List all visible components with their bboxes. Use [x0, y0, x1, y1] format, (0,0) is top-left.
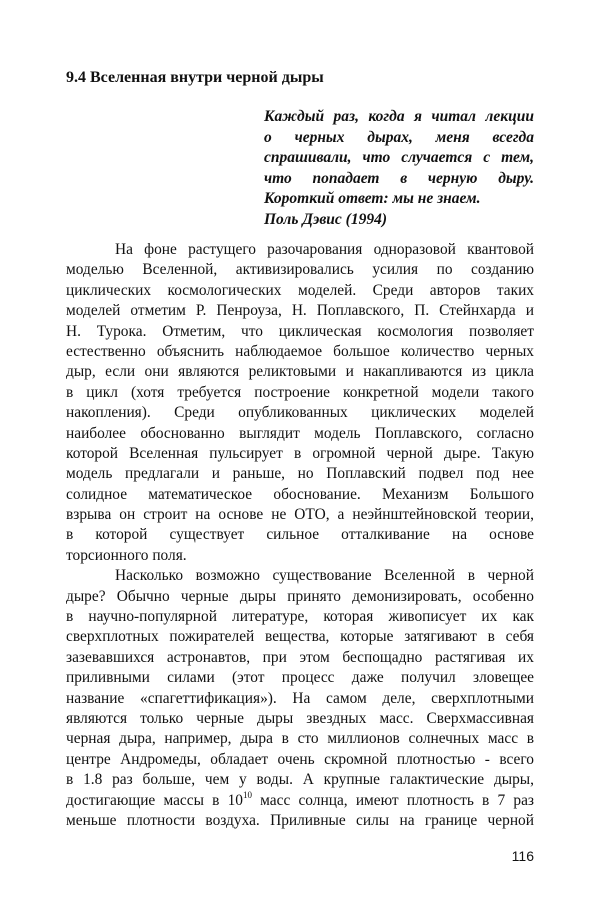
paragraph-1-line: наиболее обоснованно выглядит модель Поплавского, согласно: [66, 424, 534, 442]
exponent-trailing-text: масс солнца, имеют плотность в 7 раз: [251, 791, 535, 809]
paragraph-1-line: накопления). Среди опубликованных циклических моделей: [66, 404, 534, 422]
body-text: [66, 240, 534, 831]
paragraph-2-line: в научно-популярной литературе, которая живописует их как: [66, 608, 534, 626]
paragraph-1-line: торсионного поля.: [66, 546, 187, 564]
paragraph-1-line: в цикл (хотя требуется построение конкретной модели такого: [66, 383, 534, 401]
paragraph-1-line: Н. Турока. Отметим, что циклическая космология позволяет: [66, 322, 534, 340]
paragraph-1-line: моделью Вселенной, активизировались усилия по созданию: [66, 261, 534, 279]
paragraph-1-line: На фоне растущего разочарования одноразовой квантовой: [115, 241, 534, 258]
epigraph-line: Каждый раз, когда я читал лекции: [264, 108, 534, 125]
section-heading: 9.4 Вселенная внутри черной дыры: [66, 69, 324, 86]
book-page: [66, 0, 534, 900]
paragraph-1-line: которой Вселенная пульсирует в огромной черной дыре. Такую: [66, 444, 534, 462]
paragraph-2-line: приливными силами (этот процесс даже получил зловещее: [66, 669, 534, 687]
paragraph-2-line: Насколько возможно существование Вселенной в черной: [115, 567, 534, 585]
paragraph-2-line: меньше плотности воздуха. Приливные силы на границе черной: [66, 811, 534, 829]
epigraph-line: что попадает в черную дыру.: [264, 169, 534, 187]
epigraph-line: спрашивали, что случается с тем,: [264, 149, 534, 166]
paragraph-1-line: модель предлагали и раньше, но Поплавский подвел под нее: [66, 465, 534, 483]
paragraph-2-line: центре Андромеды, обладает очень скромной плотностью - всего: [66, 750, 534, 768]
exponent-base-text: достигающие массы в 10: [66, 791, 243, 809]
paragraph-1-line: циклических космологических моделей. Среди авторов таких: [66, 281, 534, 299]
epigraph-line: о черных дырах, меня всегда: [264, 128, 534, 146]
paragraph-1-line: дыр, если они являются реликтовыми и накапливаются из цикла: [66, 363, 534, 381]
paragraph-1-line: солидное математическое обоснование. Механизм Большого: [66, 485, 534, 503]
epigraph: [264, 107, 534, 230]
paragraph-2-line: название «спагеттификация»). На самом деле, сверхплотными: [66, 689, 534, 707]
epigraph-line: Короткий ответ: мы не знаем.: [264, 190, 481, 207]
paragraph-1-line: моделей отметим Р. Пенроуза, Н. Поплавского, П. Стейнхарда и: [66, 302, 534, 320]
paragraph-2-line: черная дыра, например, дыра в сто миллионов солнечных масс в: [66, 730, 534, 748]
exponent: 10: [242, 789, 252, 800]
paragraph-1-line: естественно объяснить наблюдаемое большое количество черных: [66, 342, 534, 360]
paragraph-1-line: в которой существует сильное отталкивание на основе: [66, 526, 534, 544]
page-number: 116: [511, 848, 534, 864]
paragraph-2-line: зазевавшихся астронавтов, при этом беспощадно растягивая их: [66, 648, 534, 666]
paragraph-2-line: сверхплотных пожирателей вещества, которые затягивают в себя: [66, 628, 534, 646]
paragraph-2-line-with-exponent: [66, 791, 534, 811]
paragraph-2-line: являются только черные дыры звездных масс. Сверхмассивная: [66, 709, 534, 727]
paragraph-2-line: дыре? Обычно черные дыры принято демонизировать, особенно: [66, 587, 534, 605]
paragraph-2-line: в 1.8 раз больше, чем у воды. А крупные галактические дыры,: [66, 771, 534, 789]
paragraph-1-line: взрыва он строит на основе не ОТО, а неэйнштейновской теории,: [66, 506, 534, 524]
epigraph-author: Поль Дэвис (1994): [264, 210, 387, 228]
